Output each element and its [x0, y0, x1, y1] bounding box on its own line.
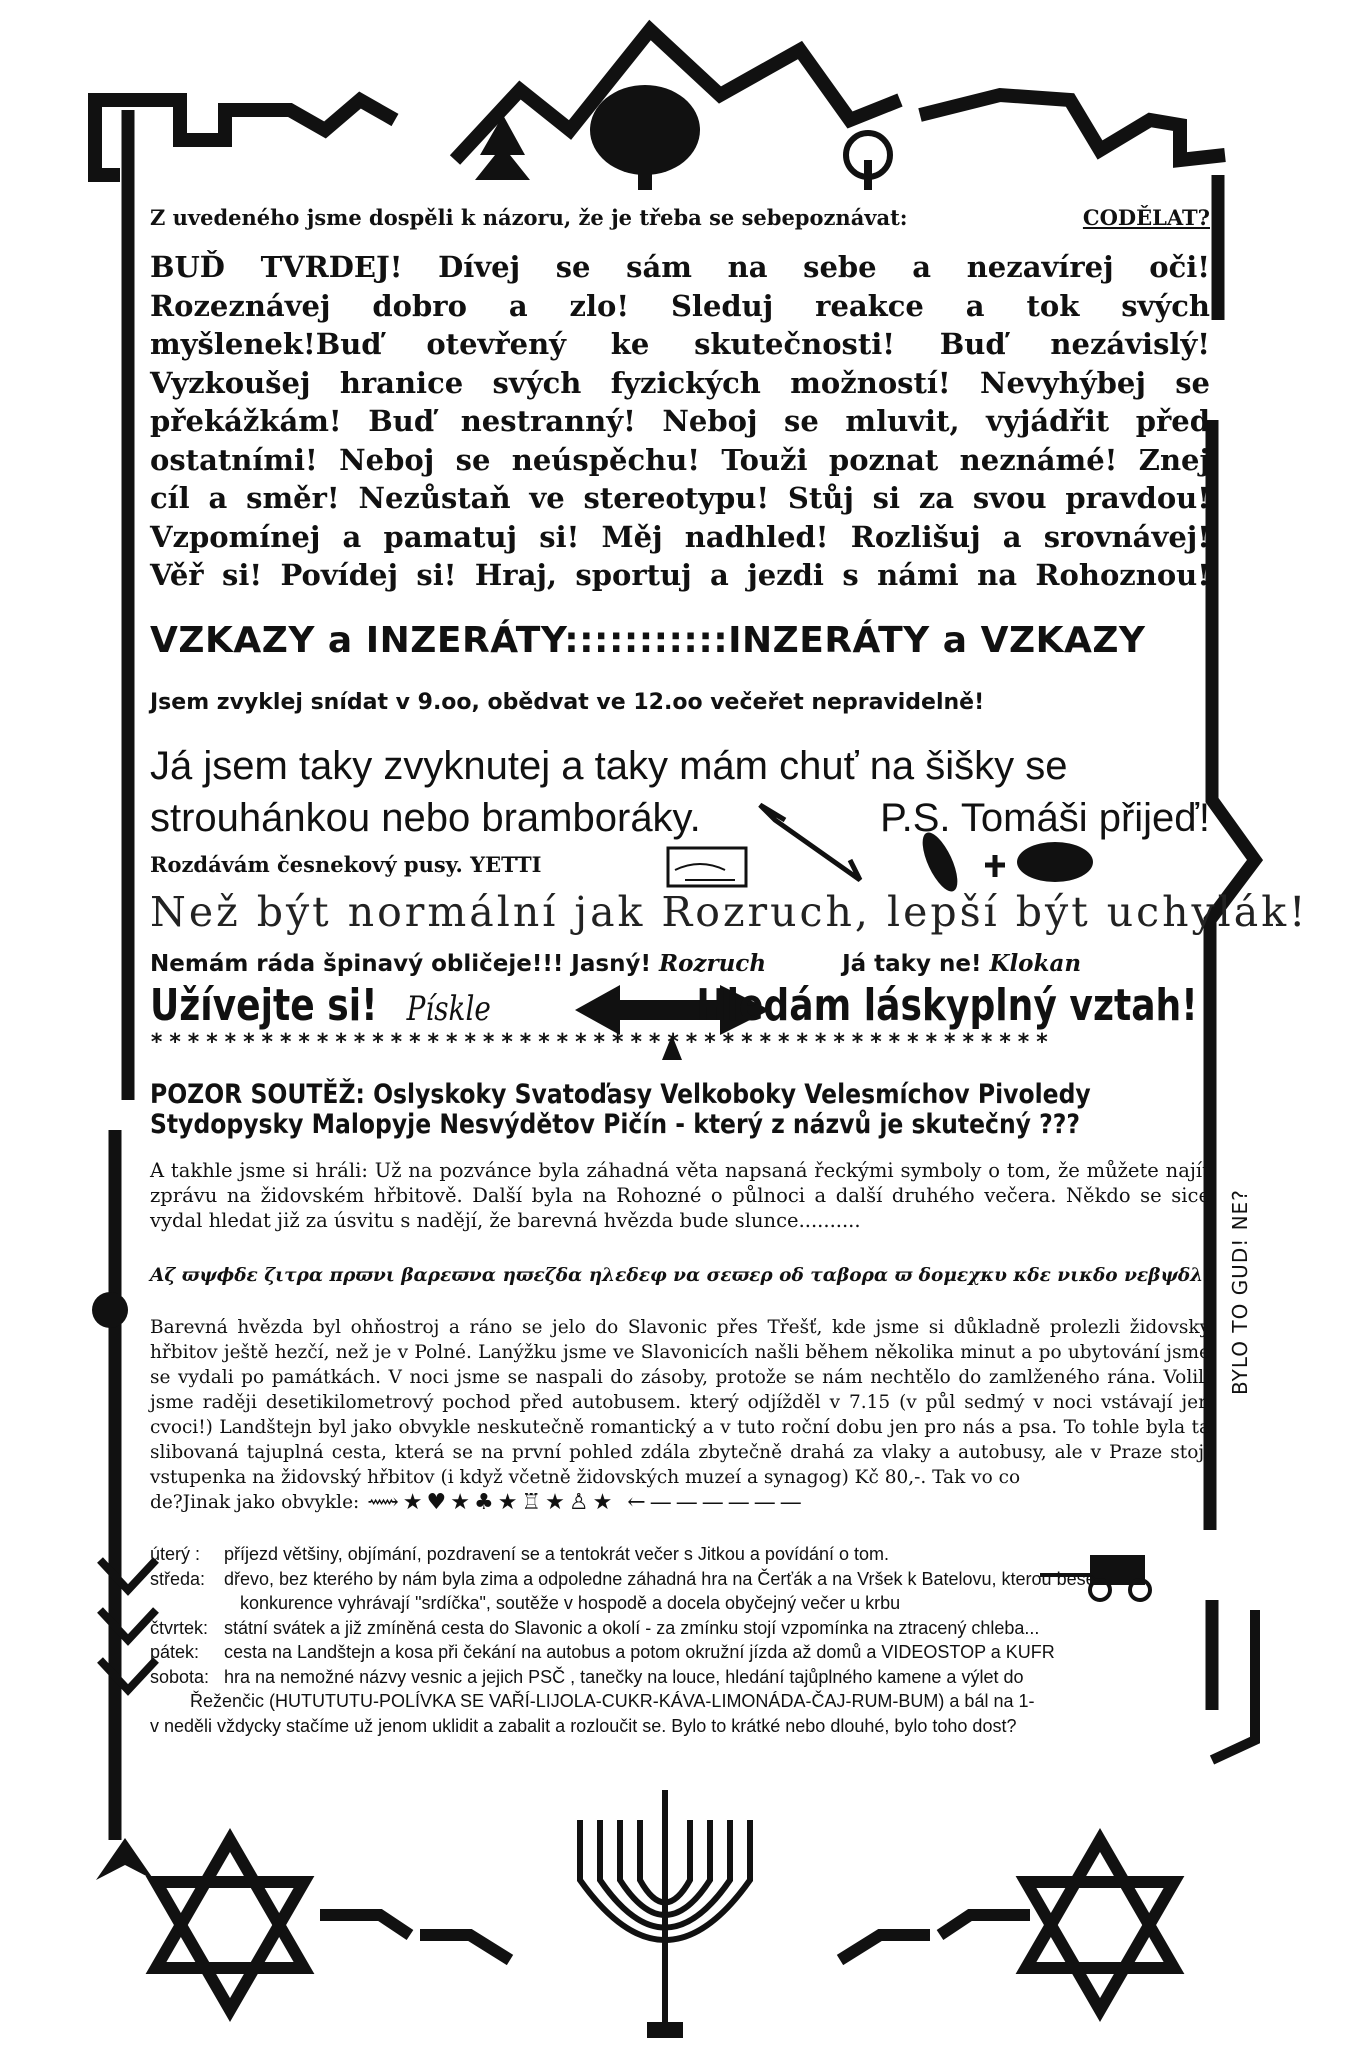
barevna-text: Barevná hvězda byl ohňostroj a ráno se jelo do Slavonic přes Třešť, kde jsme si důkladně prolezli židovský hřbitov ještě hezčí, než je v Polné. Lanýžku jsme ve Slavonicích našli během několika minut a po ubytování jsme se vydali po památkách. V noci jsme se naspali do zásoby, protože se nám nechtělo do zamlženého rána. Volili jsme raději desetikilometrový pochod před autobusem. který odjížděl v 7.15 (v půl sedmý v noci vstávají jen cvoci!) Landštejn byl jako obvykle neskutečně romantický a v tuto roční dobu jen pro nás a psa. To tohle byla ta slibovaná tajuplná cesta, která se na první pohled zdála zbytečně drahá za vlaky a autobusy, ale v Praze stojí vstupenka na židovský hřbitov (i když včetně židovských muzeí a synagog) Kč 80,-. Tak vo co: [150, 1317, 1210, 1488]
left-feathers: [100, 1560, 156, 1690]
maxim-line: myšlenek!Buď otevřený ke skutečnosti! Buď nezávislý!: [150, 327, 1210, 361]
day-row: [150, 1567, 1210, 1592]
maxim-line: cíl a směr! Nezůstaň ve stereotypu! Stůj si za svou pravdou!: [150, 481, 1210, 515]
side-note: BYLO TO GUD! NE?: [1228, 1189, 1252, 1395]
contest-line2: Stydopysky Malopyje Nesvýdětov Pičín - který z názvů je skutečný ???: [150, 1109, 1081, 1140]
top-right-border: [920, 95, 1225, 160]
ad-rozdavam: Rozdávám česnekový pusy. YETTI: [150, 852, 542, 877]
day-text: konkurence vyhrávají "srdíčka", soutěže v hospodě a docela obyčejný večer u krbu: [240, 1593, 901, 1613]
maxims-paragraph: [150, 248, 1210, 595]
greek-line: Αζ ϖψϕδε ζιτρα πρϖνι βαρεϖνα ηϖεζδα ηλεδεφ να σεϖερ οδ ταβορα ϖ δομεχκυ κδε νικδο νεβψδλ!: [150, 1265, 1212, 1286]
day-row: [150, 1542, 1210, 1567]
signature-klokan: Klokan: [989, 950, 1082, 977]
maxim-line: Vyzkoušej hranice svých fyzických možností! Nevyhýbej se: [150, 365, 1210, 400]
ad-nemam-line: [150, 950, 1210, 977]
ad-taky: [150, 740, 1210, 844]
bottom-right-chevrons: [840, 1915, 1030, 1960]
tree-center-icon: [590, 85, 700, 190]
day-label: sobota:: [150, 1666, 210, 1687]
top-left-zigzag: [95, 100, 395, 175]
days-list: [150, 1542, 1210, 1738]
day-label: pátek:: [150, 1642, 200, 1662]
contest: [150, 1079, 1091, 1140]
ads-heading: VZKAZY a INZERÁTY:::::::::::INZERÁTY a VZKAZY: [150, 620, 1146, 661]
day-text: hra na nemožné názvy vesnic a jejich PSČ , tanečky na louce, hledání tajůplného kamene a výlet do: [224, 1666, 1024, 1687]
day-row: [150, 1665, 1210, 1690]
tree-right-icon: [846, 133, 890, 190]
jinak-text: de?Jinak jako obvykle:: [150, 1492, 360, 1513]
ad-zvyklej: Jsem zvyklej snídat v 9.oo, obědvat ve 12.oo večeřet nepravidelně!: [150, 690, 985, 715]
left-arrowhead: [96, 1838, 154, 1880]
day-text: dřevo, bez kterého by nám byla zima a odpoledne záhadná hra na Čerťák a na Vršek k Batelovu, kterou bese: [224, 1568, 1096, 1589]
day-label: středa:: [150, 1568, 206, 1589]
day-row: [150, 1640, 1210, 1665]
maxim-line: ostatními! Neboj se neúspěchu! Touži poznat neznámé! Znej: [150, 442, 1210, 477]
ad-uzivejte: Užívejte si!: [150, 980, 378, 1031]
maxim-line: Věř si! Povídej si! Hraj, sportuj a jezdi s námi na Rohoznou!: [150, 558, 1210, 592]
ad-taky-line1: Já jsem taky zvyknutej a taky mám chuť na šišky se: [150, 744, 1068, 788]
intro-text: Z uvedeného jsme dospěli k názoru, že je třeba se sebepoznávat:: [150, 205, 908, 230]
maxim-line: Rozeznávej dobro a zlo! Sleduj reakce a tok svých: [150, 288, 1210, 323]
ad-taky-line2: strouhánkou nebo bramboráky.: [150, 796, 701, 840]
ad-hledam: Hledám láskyplný vztah!: [696, 980, 1198, 1031]
maxim-line: BUĎ TVRDEJ! Dívej se sám na sebe a nezavírej oči!: [150, 250, 1210, 284]
maxim-line: překážkám! Buď nestranný! Neboj se mluvit, vyjádřit před: [150, 404, 1210, 438]
jinak-line: [150, 1490, 1210, 1515]
day-text: cesta na Landštejn a kosa při čekání na autobus a potom okružní jízda až domů a VIDEOSTOP a KUFR: [224, 1642, 1055, 1662]
ad-ps: P.S. Tomáši přijeď!: [880, 796, 1210, 840]
signature-piskle: Pískle: [406, 989, 491, 1029]
days-tail2: v neděli vždycky stačíme už jenom uklidit a zabalit a rozloučit se. Bylo to krátké nebo dlouhé, bylo toho dost?: [150, 1715, 1017, 1736]
contest-line1: POZOR SOUTĚŽ: Oslyskoky Svatoďasy Velkoboky Velesmíchov Pivoledy: [150, 1079, 1091, 1110]
bottom-left-chevrons: [320, 1915, 510, 1960]
day-text: státní svátek a již zmíněná cesta do Slavonic a okolí - za zmínku stojí vzpomínka na ztracený chleba...: [224, 1617, 1040, 1638]
signature-rozruch: Rozruch: [658, 950, 767, 977]
days-tail1: Řeženčic (HUTUTUTU-POLÍVKA SE VAŘÍ-LIJOLA-CUKR-KÁVA-LIMONÁDA-ČAJ-RUM-BUM) a bál na 1-: [190, 1691, 1035, 1711]
day-text: příjezd většiny, objímání, pozdravení se a tentokrát večer s Jitkou a povídání o tom.: [224, 1544, 890, 1564]
intro-line: [150, 205, 1210, 230]
ad-normalni: Než být normální jak Rozruch, lepší být uchylák!: [150, 888, 1309, 936]
ad-ja-taky: Já taky ne!: [842, 951, 982, 977]
day-label: úterý :: [150, 1544, 201, 1564]
barevna-paragraph: [150, 1315, 1210, 1515]
left-dot: [92, 1292, 128, 1328]
symbol-row-icons: ⟿★♥★♣★♖★♙★ ←——————: [367, 1490, 806, 1515]
codelat-link: CODĚLAT?: [1082, 205, 1210, 230]
day-row: [150, 1591, 1210, 1616]
menorah-icon: [580, 1790, 750, 2035]
stars-divider: *************************************************: [150, 1030, 1054, 1055]
day-label: čtvrtek:: [150, 1617, 209, 1638]
day-row: [150, 1616, 1210, 1641]
star-of-david-right-icon: [1026, 1840, 1174, 2010]
takhle-paragraph: A takhle jsme si hráli: Už na pozvánce byla záhadná věta napsaná řeckými symboly o tom, že můžete najít zprávu na židovském hřbitově. Další byla na Rohozné o půlnoci a další druhého večera. Někdo se sice vydal hledat již za úsvitu s nadějí, že barevná hvězda bude slunce..........: [150, 1159, 1210, 1232]
star-of-david-left-icon: [156, 1840, 304, 2010]
ad-nemam: Nemám ráda špinavý obličeje!!! Jasný!: [150, 951, 651, 977]
ad-uzivejte-line: [150, 980, 1208, 1031]
right-border-line: [1210, 175, 1255, 1710]
maxim-line: Vzpomínej a pamatuj si! Měj nadhled! Rozlišuj a srovnávej!: [150, 519, 1210, 554]
